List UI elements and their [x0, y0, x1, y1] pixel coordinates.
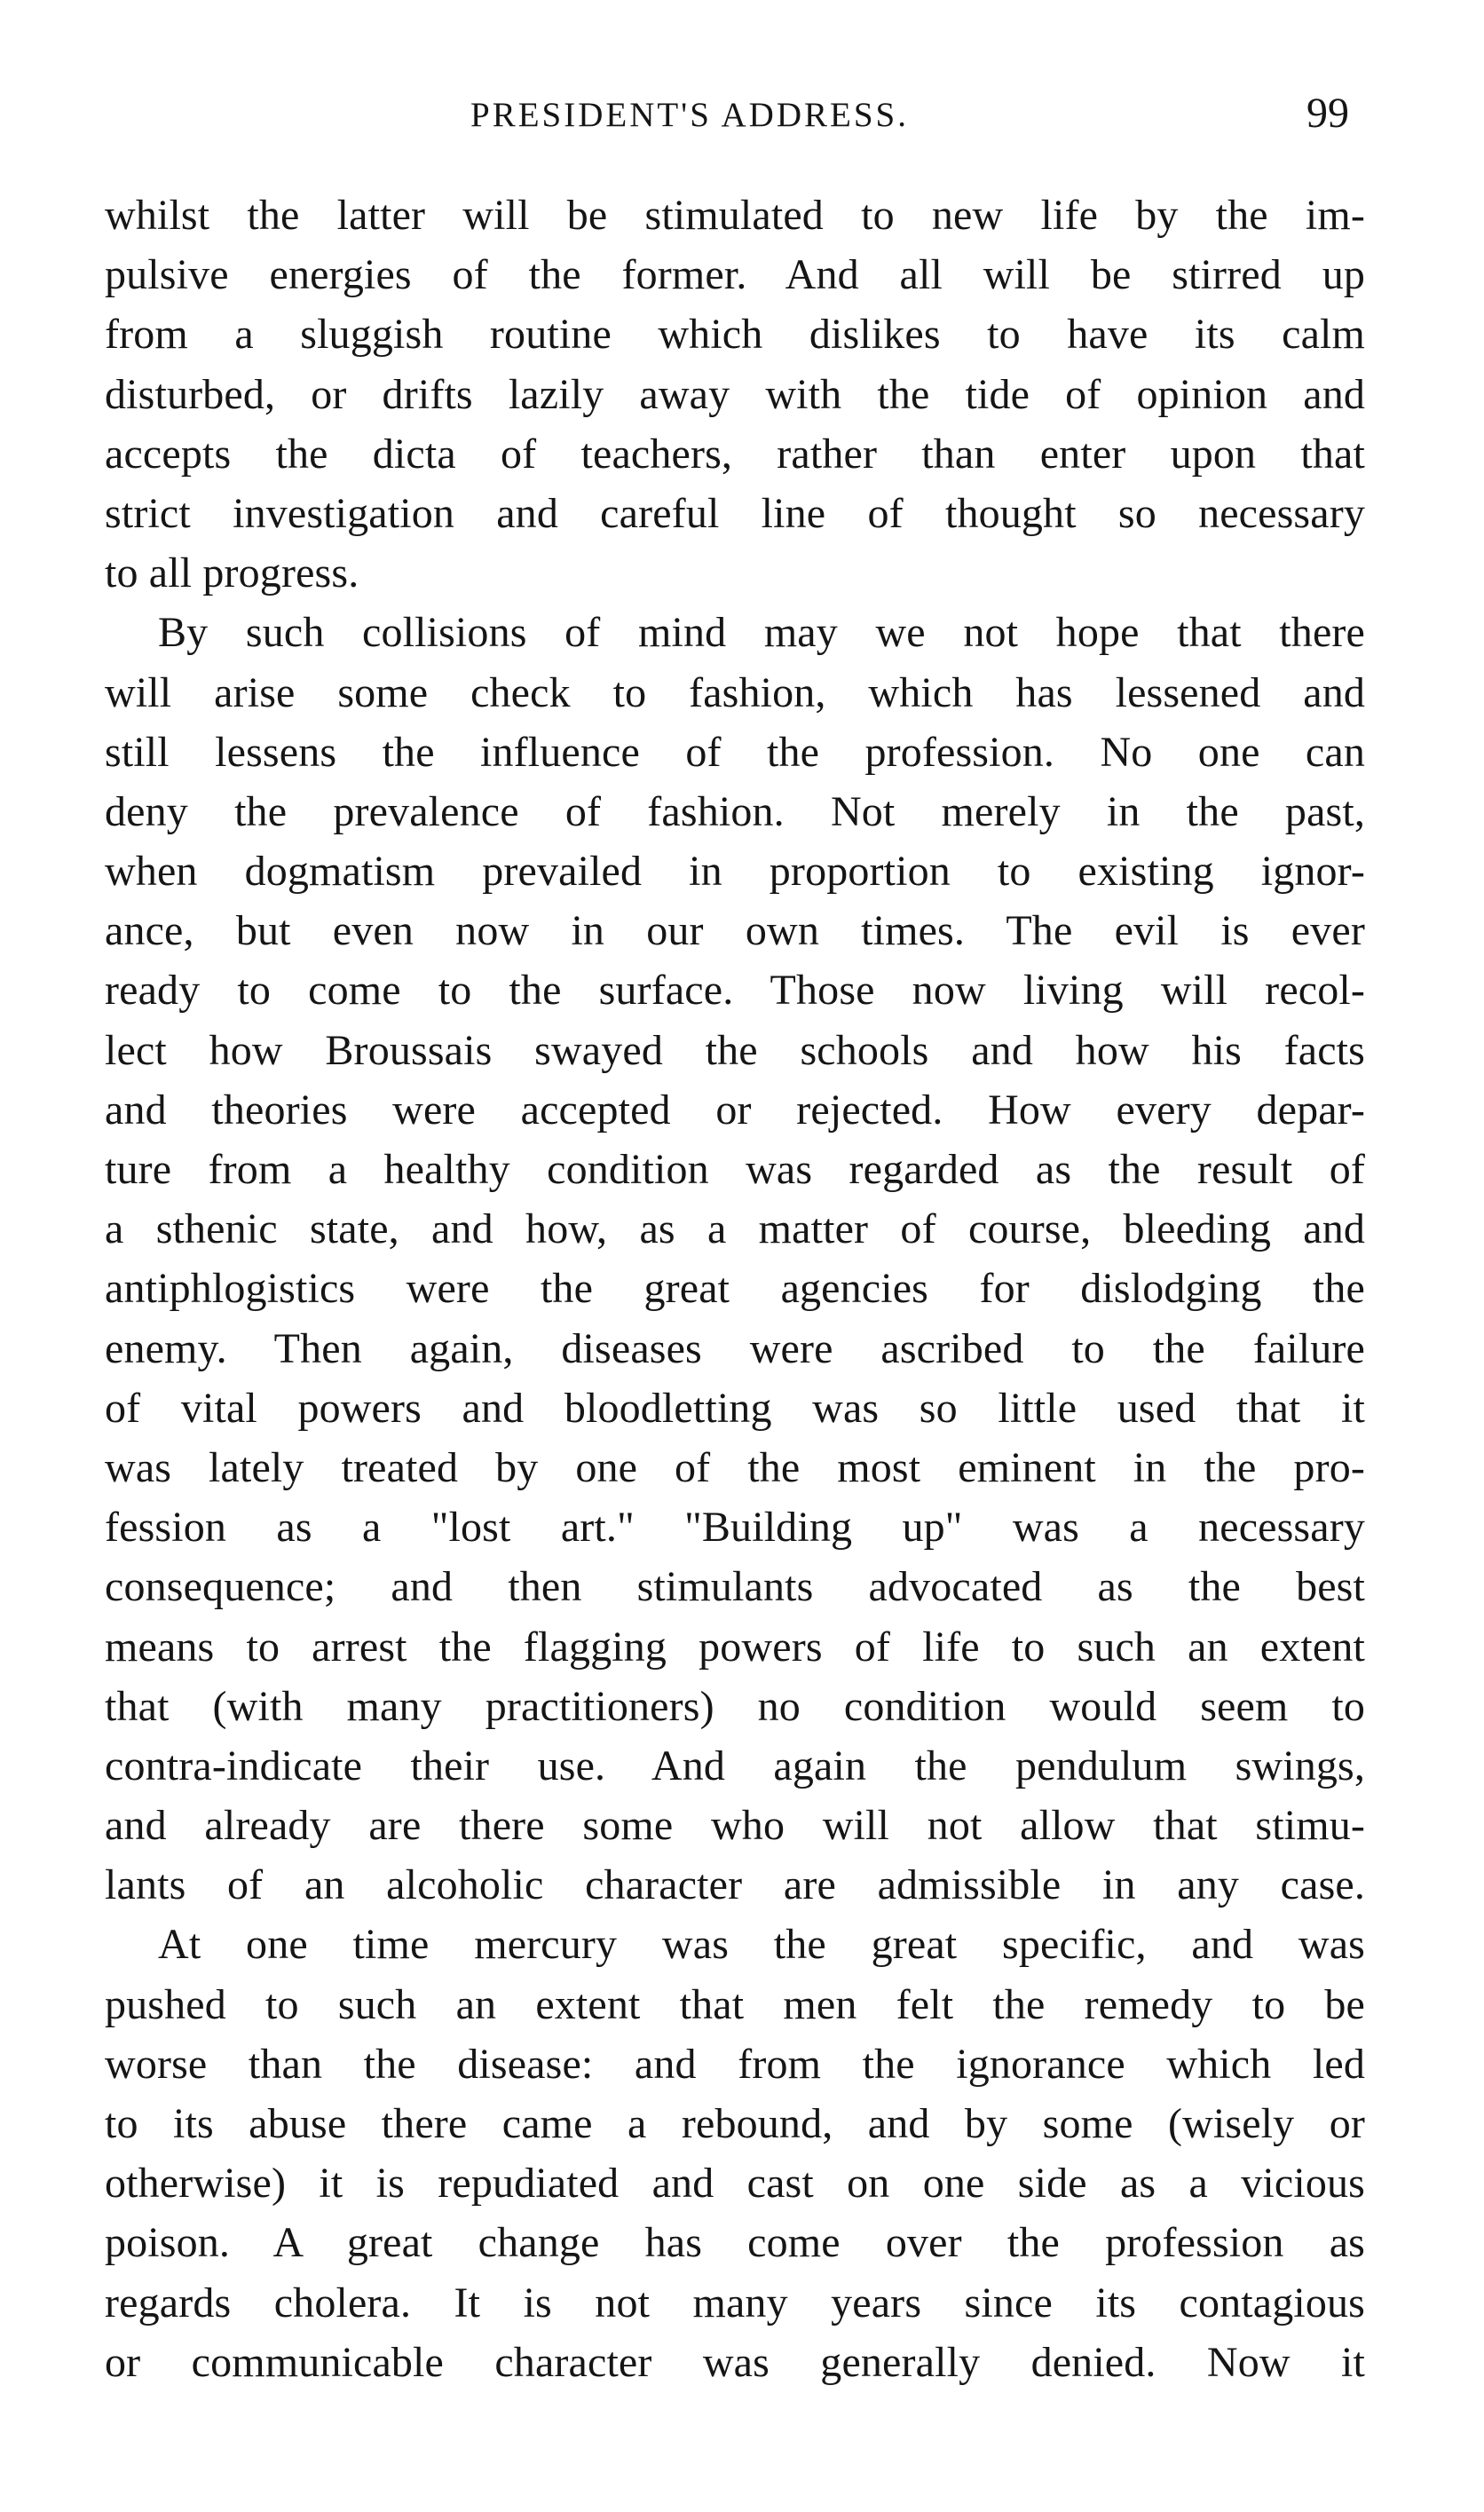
body-text: [105, 186, 1365, 2392]
text-line: whilst the latter will be stimulated to new life by the im-: [105, 192, 1365, 239]
text-line: pulsive energies of the former. And all will be stirred up: [105, 251, 1365, 299]
text-line: pushed to such an extent that men felt the remedy to be: [105, 1980, 1365, 2028]
text-line: was lately treated by one of the most eminent in the pro-: [105, 1443, 1365, 1491]
text-line: antiphlogistics were the great agencies for dislodging the: [105, 1265, 1365, 1313]
text-line: deny the prevalence of fashion. Not merely in the past,: [105, 787, 1365, 835]
text-line: strict investigation and careful line of thought so necessary: [105, 489, 1365, 537]
running-head: [107, 80, 1349, 142]
text-line: consequence; and then stimulants advocated as the best: [105, 1563, 1365, 1611]
text-line: means to arrest the flagging powers of life to such an extent: [105, 1623, 1365, 1671]
text-line: worse than the disease: and from the ignorance which led: [105, 2040, 1365, 2088]
text-line: still lessens the influence of the profession. No one can: [105, 728, 1365, 776]
text-line: lants of an alcoholic character are admissible in any case.: [105, 1861, 1365, 1909]
text-line: ture from a healthy condition was regarded as the result of: [105, 1146, 1365, 1193]
text-line: fession as a "lost art." "Building up" was a necessary: [105, 1504, 1365, 1552]
text-line: of vital powers and bloodletting was so little used that it: [105, 1384, 1365, 1432]
text-line: and theories were accepted or rejected. How every depar-: [105, 1086, 1365, 1134]
text-line: disturbed, or drifts lazily away with the tide of opinion and: [105, 370, 1365, 418]
text-line: ance, but even now in our own times. The evil is ever: [105, 907, 1365, 955]
text-line: otherwise) it is repudiated and cast on one side as a vicious: [105, 2160, 1365, 2208]
text-line: to all progress.: [105, 549, 359, 597]
running-title: PRESIDENT'S ADDRESS.: [470, 96, 909, 134]
text-line: lect how Broussais swayed the schools and how his facts: [105, 1026, 1365, 1074]
text-line: ready to come to the surface. Those now living will recol-: [105, 967, 1365, 1015]
text-line: regards cholera. It is not many years since its contagious: [105, 2279, 1365, 2326]
text-line: or communicable character was generally denied. Now it: [105, 2338, 1365, 2386]
text-line: enemy. Then again, diseases were ascribed to the failure: [105, 1324, 1365, 1372]
text-line: when dogmatism prevailed in proportion to existing ignor-: [105, 848, 1365, 896]
text-line: to its abuse there came a rebound, and by some (wisely or: [105, 2100, 1365, 2147]
text-line: and already are there some who will not allow that stimu-: [105, 1802, 1365, 1850]
text-line: from a sluggish routine which dislikes to have its calm: [105, 311, 1365, 359]
text-line: accepts the dicta of teachers, rather than enter upon that: [105, 430, 1365, 478]
text-line: poison. A great change has come over the profession as: [105, 2219, 1365, 2267]
text-line: will arise some check to fashion, which has lessened and: [105, 668, 1365, 716]
text-line: contra-indicate their use. And again the pendulum swings,: [105, 1742, 1365, 1789]
text-line: a sthenic state, and how, as a matter of course, bleeding and: [105, 1205, 1365, 1253]
page-number: 99: [1306, 90, 1349, 137]
text-line: that (with many practitioners) no condition would seem to: [105, 1682, 1365, 1730]
text-line: By such collisions of mind may we not hope that there: [158, 609, 1365, 657]
text-line: At one time mercury was the great specific, and was: [158, 1921, 1365, 1969]
